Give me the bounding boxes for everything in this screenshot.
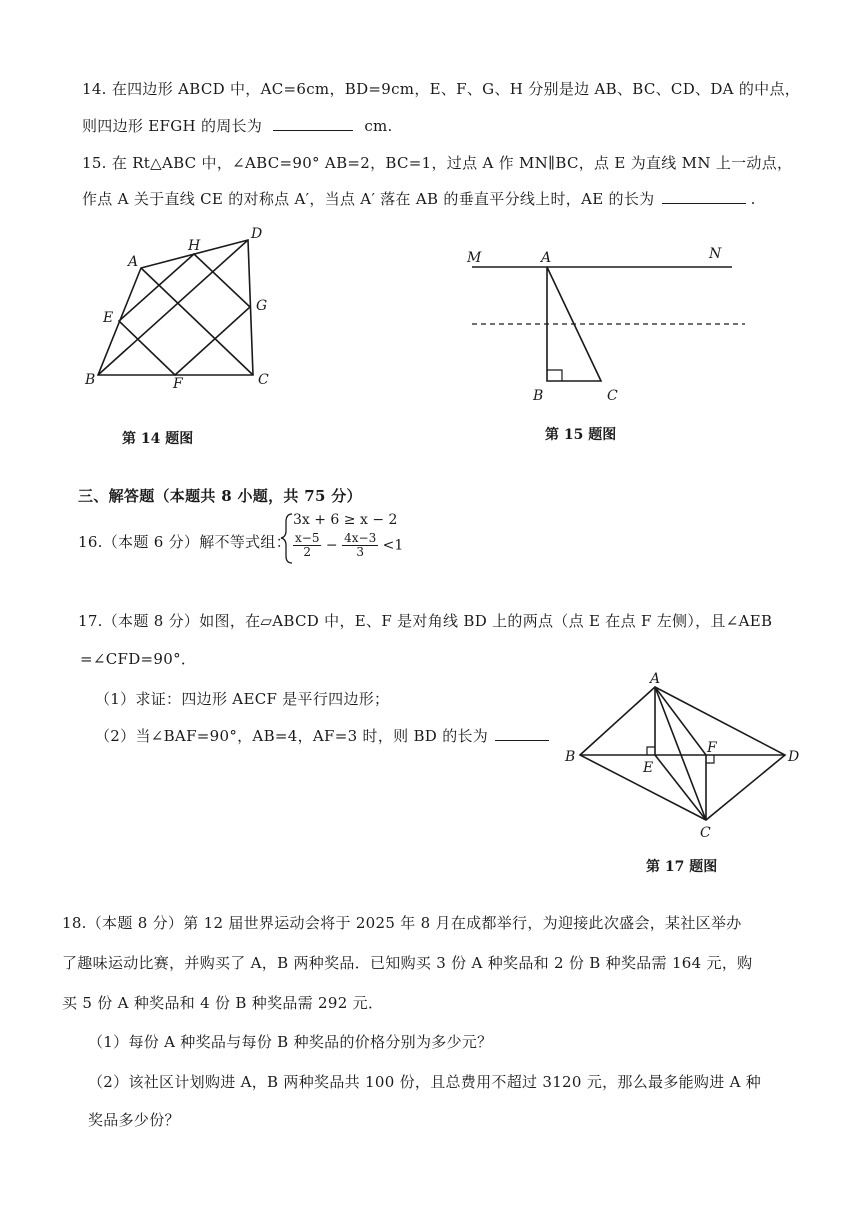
fig15-label-m: M bbox=[467, 250, 482, 266]
fig15-label-n: N bbox=[709, 246, 722, 262]
q16-minus: − bbox=[325, 537, 338, 554]
q16-ineq1: 3x + 6 ≥ x − 2 bbox=[293, 512, 398, 528]
q16-frac2-num: 4x−3 bbox=[344, 531, 377, 545]
q15-period: . bbox=[750, 190, 756, 208]
fig15-label-c: C bbox=[607, 388, 618, 404]
q16-rhs: <1 bbox=[382, 537, 404, 554]
fig17-label-c: C bbox=[700, 825, 711, 841]
q18-line2: 了趣味运动比赛，并购买了 A，B 两种奖品．已知购买 3 份 A 种奖品和 2 份 B 种奖品需 164 元，购 bbox=[62, 954, 753, 972]
fig14-label-f: F bbox=[173, 376, 183, 392]
q18-part2-line1: （2）该社区计划购进 A，B 两种奖品共 100 份，且总费用不超过 3120 元，那么最多能购进 A 种 bbox=[88, 1073, 762, 1091]
fig17-label-f: F bbox=[707, 740, 717, 756]
fig14-label-e: E bbox=[103, 310, 114, 326]
q16-frac1-num: x−5 bbox=[295, 531, 320, 545]
q16-prefix: 16.（本题 6 分）解不等式组： bbox=[78, 533, 292, 551]
q17-part2-text: （2）当∠BAF=90°，AB=4，AF=3 时，则 BD 的长为 bbox=[95, 727, 489, 745]
fig17-label-e: E bbox=[643, 760, 654, 776]
q17-part1: （1）求证：四边形 AECF 是平行四边形； bbox=[95, 690, 390, 708]
fig17-label-b: B bbox=[565, 749, 576, 765]
q14-unit: cm. bbox=[364, 117, 393, 135]
fig14-caption: 第 14 题图 bbox=[122, 431, 194, 447]
fig14-label-c: C bbox=[258, 372, 269, 388]
q17-answer-blank bbox=[495, 726, 549, 741]
q16-left-brace bbox=[281, 514, 292, 563]
fig15-caption: 第 15 题图 bbox=[545, 427, 617, 443]
q16-frac2-den: 3 bbox=[356, 545, 364, 559]
q17-line1: 17.（本题 8 分）如图，在▱ABCD 中，E、F 是对角线 BD 上的两点（点 E 在点 F 左侧），且∠AEB bbox=[78, 612, 773, 630]
fig14-label-g: G bbox=[256, 298, 268, 314]
fig17-caption: 第 17 题图 bbox=[646, 859, 718, 875]
q16-frac1 bbox=[293, 532, 321, 559]
q17-line2: =∠CFD=90°． bbox=[80, 650, 197, 668]
q14-line2-text: 则四边形 EFGH 的周长为 bbox=[82, 117, 263, 135]
fig15-label-a: A bbox=[541, 250, 552, 266]
fig17-label-a: A bbox=[650, 671, 661, 687]
fig17-label-d: D bbox=[788, 749, 800, 765]
q17-part2 bbox=[95, 725, 549, 746]
fig14-label-a: A bbox=[128, 254, 139, 270]
q18-line1: 18.（本题 8 分）第 12 届世界运动会将于 2025 年 8 月在成都举行，为迎接此次盛会，某社区举办 bbox=[62, 914, 742, 932]
q15-line1: 15. 在 Rt△ABC 中，∠ABC=90° AB=2，BC=1，过点 A 作 MN∥BC，点 E 为直线 MN 上一动点， bbox=[82, 154, 793, 172]
q16-ineq2 bbox=[293, 532, 403, 559]
fig14-label-h: H bbox=[188, 238, 201, 254]
section-3-title: 三、解答题（本题共 8 小题，共 75 分） bbox=[78, 487, 362, 505]
q18-part1: （1）每份 A 种奖品与每份 B 种奖品的价格分别为多少元？ bbox=[88, 1033, 493, 1051]
q18-part2-line2: 奖品多少份？ bbox=[88, 1111, 180, 1129]
q15-line2-text: 作点 A 关于直线 CE 的对称点 A′，当点 A′ 落在 AB 的垂直平分线上时，AE 的长为 bbox=[82, 190, 655, 208]
q16-frac2 bbox=[342, 532, 378, 559]
fig14-label-b: B bbox=[85, 372, 96, 388]
q14-line1: 14. 在四边形 ABCD 中，AC=6cm，BD=9cm，E、F、G、H 分别是边 AB、BC、CD、DA 的中点， bbox=[82, 80, 801, 98]
q16-frac1-den: 2 bbox=[303, 545, 312, 559]
fig14-label-d: D bbox=[251, 226, 263, 242]
fig15-label-b: B bbox=[533, 388, 544, 404]
q18-line3: 买 5 份 A 种奖品和 4 份 B 种奖品需 292 元． bbox=[62, 994, 384, 1012]
